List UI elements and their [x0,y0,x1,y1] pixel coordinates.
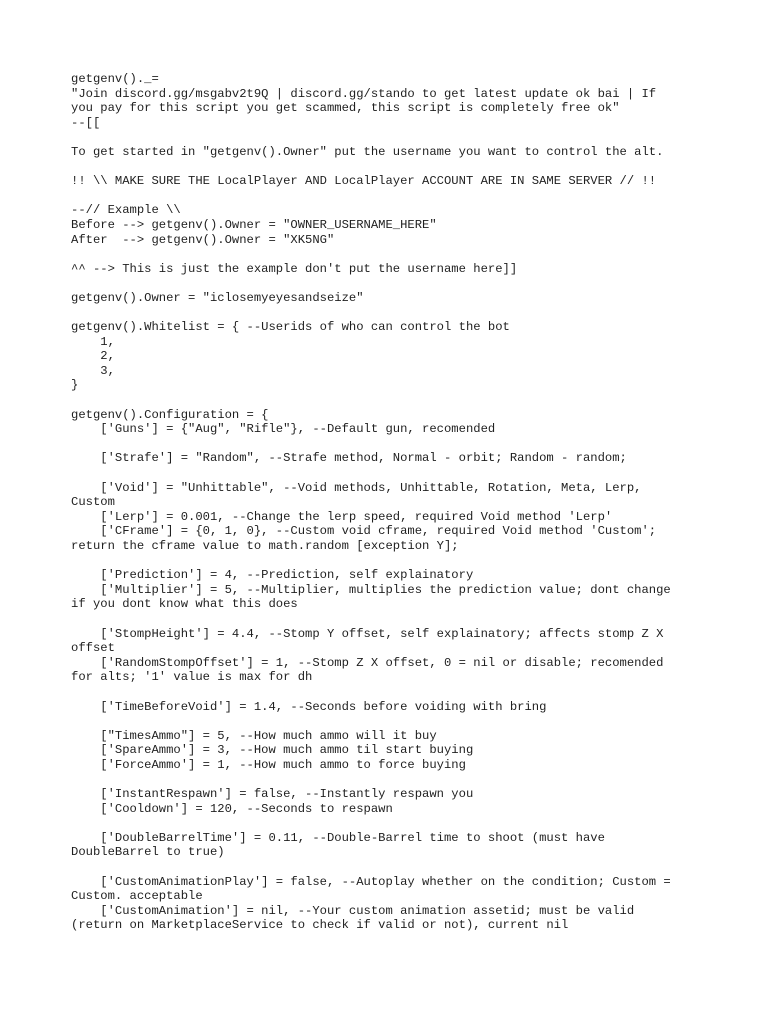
code-line: ['Guns'] = {"Aug", "Rifle"}, --Default gun, recomended [71,422,496,437]
code-line: ['Multiplier'] = 5, --Multiplier, multiplies the prediction value; dont change [71,582,671,597]
code-line: ['ForceAmmo'] = 1, --How much ammo to force buying [71,757,466,772]
code-line [71,554,711,569]
code-line: 3, [71,363,115,378]
code-line [71,816,711,831]
code-line: Before --> getgenv().Owner = "OWNER_USERNAME_HERE" [71,217,437,232]
code-line: ['DoubleBarrelTime'] = 0.11, --Double-Barrel time to shoot (must have [71,830,605,845]
code-line: getgenv().Whitelist = { --Userids of who can control the bot [71,320,510,335]
code-line: you pay for this script you get scammed, this script is completely free ok" [71,101,620,116]
code-line [71,437,711,452]
code-line: ['Void'] = "Unhittable", --Void methods, Unhittable, Rotation, Meta, Lerp, [71,480,642,495]
code-line: "Join discord.gg/msgabv2t9Q | discord.gg/stando to get latest update ok bai | If [71,86,657,101]
code-line: ['StompHeight'] = 4.4, --Stomp Y offset, self explainatory; affects stomp Z X [71,626,664,641]
code-line [71,685,711,700]
code-line: for alts; '1' value is max for dh [71,670,313,685]
script-text-block [71,72,711,933]
code-line [71,189,711,204]
code-line: --[[ [71,115,101,130]
code-line: ^^ --> This is just the example don't put the username here]] [71,261,518,276]
code-line: ['Strafe'] = "Random", --Strafe method, Normal - orbit; Random - random; [71,451,627,466]
code-line: ['Cooldown'] = 120, --Seconds to respawn [71,801,393,816]
code-line: ['CustomAnimationPlay'] = false, --Autoplay whether on the condition; Custom = [71,874,671,889]
code-line: Custom. acceptable [71,889,203,904]
code-line: ['RandomStompOffset'] = 1, --Stomp Z X offset, 0 = nil or disable; recomended [71,655,664,670]
code-line [71,466,711,481]
code-line: (return on MarketplaceService to check if valid or not), current nil [71,918,569,933]
code-line: ['Prediction'] = 4, --Prediction, self explainatory [71,568,474,583]
code-line [71,160,711,175]
code-line: 2, [71,349,115,364]
code-line [71,612,711,627]
code-line: --// Example \\ [71,203,181,218]
code-line: getgenv().Owner = "iclosemyeyesandseize" [71,290,364,305]
code-line: To get started in "getgenv().Owner" put the username you want to control the alt. [71,144,664,159]
code-line: ['SpareAmmo'] = 3, --How much ammo til start buying [71,743,474,758]
code-line [71,773,711,788]
code-line: ['TimeBeforeVoid'] = 1.4, --Seconds before voiding with bring [71,699,547,714]
code-line: ["TimesAmmo"] = 5, --How much ammo will it buy [71,728,437,743]
code-line: After --> getgenv().Owner = "XK5NG" [71,232,335,247]
code-line [71,247,711,262]
code-line [71,860,711,875]
code-line: ['InstantRespawn'] = false, --Instantly respawn you [71,787,474,802]
code-line: if you dont know what this does [71,597,298,612]
code-line: Custom [71,495,115,510]
code-line: ['CustomAnimation'] = nil, --Your custom animation assetid; must be valid [71,903,635,918]
code-line: ['CFrame'] = {0, 1, 0}, --Custom void cframe, required Void method 'Custom'; [71,524,657,539]
code-line: ['Lerp'] = 0.001, --Change the lerp speed, required Void method 'Lerp' [71,509,613,524]
code-line: !! \\ MAKE SURE THE LocalPlayer AND LocalPlayer ACCOUNT ARE IN SAME SERVER // !! [71,174,657,189]
code-line [71,306,711,321]
code-line: getgenv().Configuration = { [71,407,269,422]
code-line: DoubleBarrel to true) [71,845,225,860]
code-line: offset [71,641,115,656]
code-line [71,714,711,729]
code-line [71,130,711,145]
code-line [71,276,711,291]
code-line: } [71,378,79,393]
code-line [71,393,711,408]
code-line: return the cframe value to math.random [exception Y]; [71,539,459,553]
code-line: 1, [71,334,115,349]
code-line: getgenv()._= [71,72,159,86]
